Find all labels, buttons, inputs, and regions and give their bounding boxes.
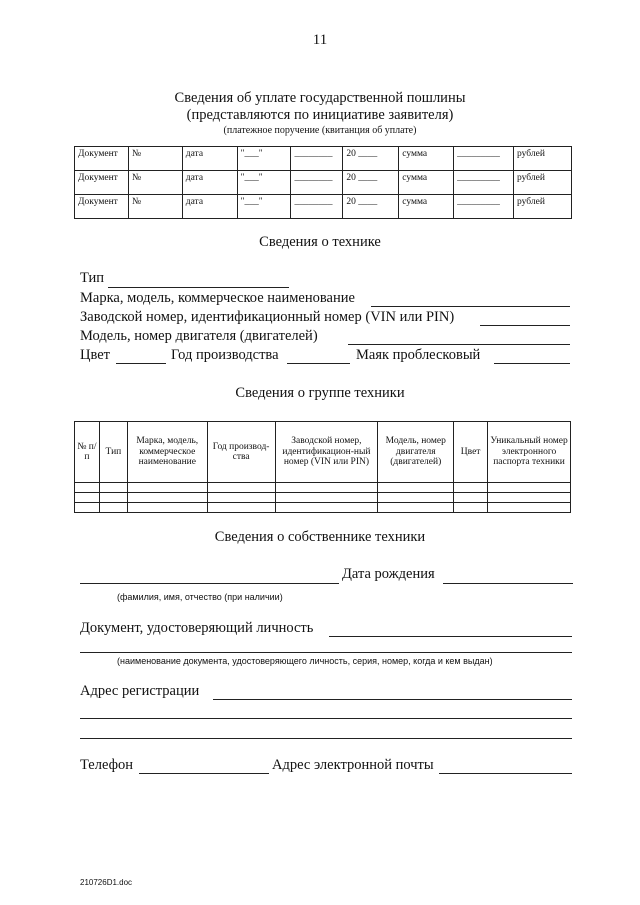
serial-field[interactable] xyxy=(480,325,570,326)
doc-label: Документ xyxy=(75,147,129,171)
date-day[interactable]: "___" xyxy=(237,147,291,171)
table-cell[interactable] xyxy=(207,483,275,493)
table-row xyxy=(75,483,571,493)
doc-number[interactable]: № xyxy=(128,195,182,219)
date-year[interactable]: 20 ____ xyxy=(343,171,399,195)
email-field[interactable] xyxy=(439,773,572,774)
date-month[interactable]: ________ xyxy=(291,147,343,171)
sum-value[interactable]: _________ xyxy=(454,195,514,219)
group-title: Сведения о группе техники xyxy=(235,385,405,401)
table-row xyxy=(75,493,571,503)
doc-label: Документ xyxy=(75,171,129,195)
table-cell[interactable] xyxy=(207,493,275,503)
owner-title: Сведения о собственнике техники xyxy=(214,529,426,545)
phone-label: Телефон xyxy=(80,757,133,773)
engine-field[interactable] xyxy=(348,344,570,345)
table-cell[interactable] xyxy=(454,493,488,503)
table-cell[interactable] xyxy=(454,503,488,513)
email-label: Адрес электронной почты xyxy=(272,757,434,773)
date-day[interactable]: "___" xyxy=(237,171,291,195)
sum-label: сумма xyxy=(399,147,454,171)
id-doc-note: (наименование документа, удостоверяющего личность, серия, номер, когда и кем выдан) xyxy=(117,656,493,666)
date-month[interactable]: ________ xyxy=(291,171,343,195)
sum-label: сумма xyxy=(399,171,454,195)
col-engine: Модель, номер двигателя (двигателей) xyxy=(378,422,454,483)
table-cell[interactable] xyxy=(99,483,127,493)
table-row xyxy=(75,503,571,513)
birth-label: Дата рождения xyxy=(342,566,435,582)
currency-label: рублей xyxy=(514,171,572,195)
group-table xyxy=(74,421,571,513)
col-passport: Уникальный номер электронного паспорта техники xyxy=(488,422,571,483)
phone-field[interactable] xyxy=(139,773,269,774)
payment-note: (платежное поручение (квитанция об уплате) xyxy=(223,125,417,136)
group-header-row xyxy=(75,422,571,483)
brand-field[interactable] xyxy=(371,306,570,307)
date-year[interactable]: 20 ____ xyxy=(343,195,399,219)
id-doc-label: Документ, удостоверяющий личность xyxy=(80,620,314,636)
table-cell[interactable] xyxy=(275,503,378,513)
table-cell[interactable] xyxy=(75,503,100,513)
payment-subtitle: (представляются по инициативе заявителя) xyxy=(186,107,454,123)
col-type: Тип xyxy=(99,422,127,483)
type-field[interactable] xyxy=(108,287,289,288)
doc-label: Документ xyxy=(75,195,129,219)
table-cell[interactable] xyxy=(378,503,454,513)
brand-label: Марка, модель, коммерческое наименование xyxy=(80,290,355,306)
page-number: 11 xyxy=(312,32,328,48)
fio-field[interactable] xyxy=(80,583,339,584)
currency-label: рублей xyxy=(514,147,572,171)
table-cell[interactable] xyxy=(127,483,207,493)
payment-row xyxy=(75,195,572,219)
tech-title: Сведения о технике xyxy=(259,234,381,250)
col-number: № п/п xyxy=(75,422,100,483)
address-field-3[interactable] xyxy=(80,738,572,739)
payment-row xyxy=(75,171,572,195)
table-cell[interactable] xyxy=(488,493,571,503)
color-field[interactable] xyxy=(116,363,166,364)
table-cell[interactable] xyxy=(488,483,571,493)
table-cell[interactable] xyxy=(454,483,488,493)
doc-number[interactable]: № xyxy=(128,171,182,195)
date-day[interactable]: "___" xyxy=(237,195,291,219)
sum-label: сумма xyxy=(399,195,454,219)
date-year[interactable]: 20 ____ xyxy=(343,147,399,171)
id-doc-field-2[interactable] xyxy=(80,652,572,653)
table-cell[interactable] xyxy=(378,493,454,503)
table-cell[interactable] xyxy=(275,483,378,493)
table-cell[interactable] xyxy=(75,483,100,493)
beacon-label: Маяк проблесковый xyxy=(356,347,481,363)
table-cell[interactable] xyxy=(99,493,127,503)
col-serial: Заводской номер, идентификацион-ный номер (VIN или PIN) xyxy=(275,422,378,483)
payment-title: Сведения об уплате государственной пошлины xyxy=(174,90,466,106)
type-label: Тип xyxy=(80,270,105,286)
table-cell[interactable] xyxy=(207,503,275,513)
doc-number[interactable]: № xyxy=(128,147,182,171)
serial-label: Заводской номер, идентификационный номер (VIN или PIN) xyxy=(80,309,455,325)
table-cell[interactable] xyxy=(127,503,207,513)
year-field[interactable] xyxy=(287,363,350,364)
beacon-field[interactable] xyxy=(494,363,570,364)
file-name: 210726D1.doc xyxy=(80,878,133,887)
sum-value[interactable]: _________ xyxy=(454,147,514,171)
color-label: Цвет xyxy=(80,347,111,363)
col-brand: Марка, модель, коммерческое наименование xyxy=(127,422,207,483)
table-cell[interactable] xyxy=(275,493,378,503)
fio-note: (фамилия, имя, отчество (при наличии) xyxy=(117,592,283,602)
birth-field[interactable] xyxy=(443,583,573,584)
payment-row xyxy=(75,147,572,171)
col-year: Год производ-ства xyxy=(207,422,275,483)
year-label: Год производства xyxy=(171,347,279,363)
table-cell[interactable] xyxy=(75,493,100,503)
table-cell[interactable] xyxy=(127,493,207,503)
col-color: Цвет xyxy=(454,422,488,483)
sum-value[interactable]: _________ xyxy=(454,171,514,195)
id-doc-field[interactable] xyxy=(329,636,572,637)
table-cell[interactable] xyxy=(99,503,127,513)
table-cell[interactable] xyxy=(378,483,454,493)
engine-label: Модель, номер двигателя (двигателей) xyxy=(80,328,318,344)
date-label: дата xyxy=(182,195,237,219)
date-month[interactable]: ________ xyxy=(291,195,343,219)
table-cell[interactable] xyxy=(488,503,571,513)
currency-label: рублей xyxy=(514,195,572,219)
payment-table xyxy=(74,146,572,219)
date-label: дата xyxy=(182,171,237,195)
address-field[interactable] xyxy=(213,699,572,700)
address-field-2[interactable] xyxy=(80,718,572,719)
date-label: дата xyxy=(182,147,237,171)
address-label: Адрес регистрации xyxy=(80,683,200,699)
